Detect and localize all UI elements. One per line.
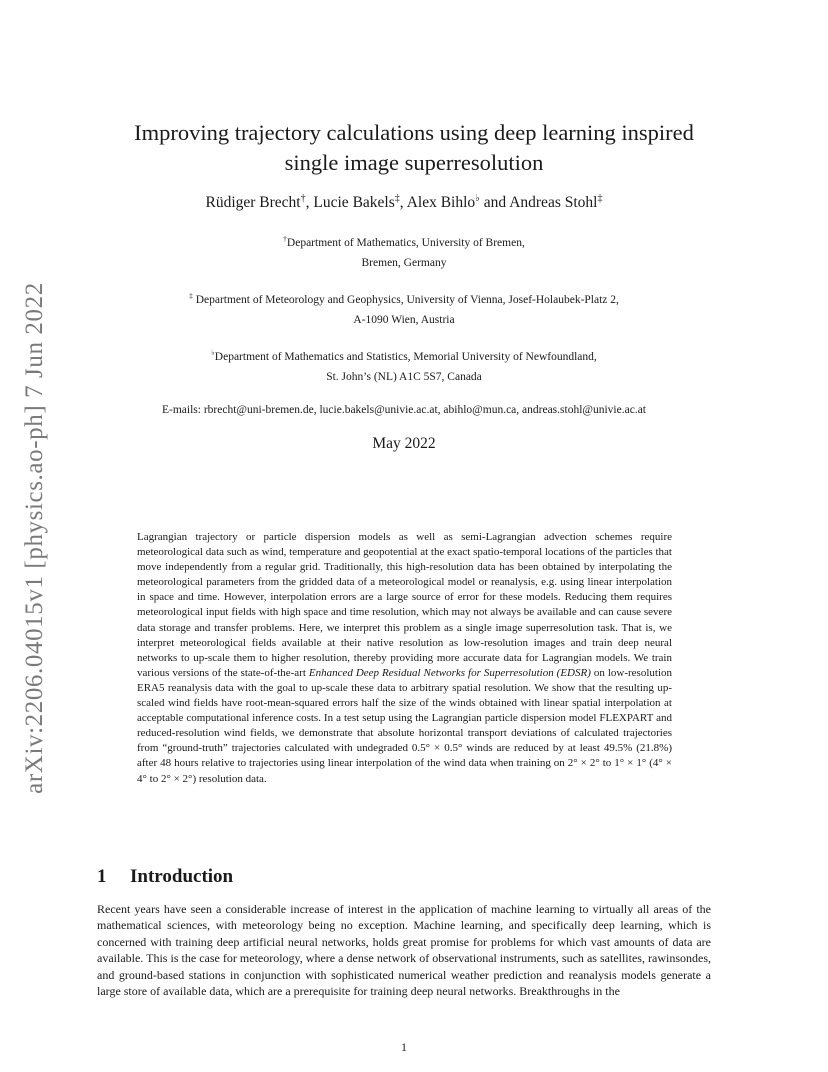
affiliation-line: Bremen, Germany xyxy=(361,257,447,269)
section-number: 1 xyxy=(97,866,107,887)
author-separator: , xyxy=(305,194,314,211)
author-mark: ‡ xyxy=(394,192,400,204)
affiliation-line: Department of Meteorology and Geophysics, University of Vienna, Josef-Holaubek-Platz 2, xyxy=(192,294,619,306)
author-separator: and xyxy=(479,194,510,211)
author-list xyxy=(0,194,808,212)
abstract-text: Lagrangian trajectory or particle dispersion models as well as semi-Lagrangian advection schemes require meteorological data such as wind, temperature and geopotential at the exact spatio-temporal locations of the particles that move independently from a regular grid. Traditionally, this high-resolution data has been obtained by interpolating the meteorological parameters from the gridded data of a meteorological model or reanalysis, e.g. using linear interpolation in space and time. However, interpolation errors are a large source of error for these models. Reducing them requires meteorological input fields with high space and time resolution, which may not always be available and can cause severe data storage and transfer problems. Here, we interpret this problem as a single image superresolution task. That is, we interpret meteorological fields available at their native resolution as low-resolution images and train deep neural networks to up-scale them to higher resolution, thereby providing more accurate data for Lagrangian models. We train various versions of the state-of-the-art xyxy=(137,531,672,679)
author-name: Andreas Stohl xyxy=(509,194,598,211)
affiliation-line: St. John’s (NL) A1C 5S7, Canada xyxy=(326,371,482,383)
affiliation-line: Department of Mathematics, University of Bremen, xyxy=(286,237,525,249)
author-emails: E-mails: rbrecht@uni-bremen.de, lucie.bakels@univie.ac.at, abihlo@mun.ca, andreas.stohl@univie.ac.at xyxy=(162,404,646,416)
affiliation-line: Department of Mathematics and Statistics, Memorial University of Newfoundland, xyxy=(214,351,597,363)
author-name: Alex Bihlo xyxy=(406,194,476,211)
author-mark: ‡ xyxy=(597,192,603,204)
abstract xyxy=(137,530,672,787)
publication-date: May 2022 xyxy=(372,435,436,452)
affiliation-line: A-1090 Wien, Austria xyxy=(353,314,455,326)
affiliation-mark: ‡ xyxy=(189,291,193,301)
affiliation-newfoundland xyxy=(0,347,808,387)
abstract-text: on low-resolution ERA5 reanalysis data with the goal to up-scale these data to arbitrary spatial resolution. We show that the resulting up-scaled wind fields have root-mean-squared errors half the size of the winds obtained with linear spatial interpolation at acceptable computational inference costs. In a test setup using the Lagrangian particle dispersion model FLEXPART and reduced-resolution wind fields, we demonstrate that absolute horizontal transport deviations of calculated trajectories from “ground-truth” trajectories calculated with undegraded 0.5° × 0.5° winds are reduced by at least 49.5% (21.8%) after 48 hours relative to trajectories using linear interpolation of the wind data when training on 2° × 2° to 1° × 1° (4° × 4° to 2° × 2°) resolution data. xyxy=(137,666,672,785)
affiliation-vienna xyxy=(0,290,808,330)
introduction-paragraph: Recent years have seen a considerable increase of interest in the application of machine learning to virtually all areas of the mathematical sciences, with meteorology being no exception. Machine learning, and specifically deep learning, which is concerned with training deep artificial neural networks, holds great promise for problems for which vast amounts of data are available. This is the case for meteorology, where a dense network of observational instruments, such as satellites, rawinsondes, and ground-based stations in conjunction with sophisticated numerical weather prediction and reanalysis models generate a large store of available data, which are a prerequisite for training deep neural networks. Breakthroughs in the xyxy=(97,902,711,999)
paper-title xyxy=(0,118,828,178)
affiliation-bremen xyxy=(0,233,808,273)
affiliation-mark: † xyxy=(283,234,287,244)
page-number: 1 xyxy=(401,1040,407,1054)
title-line-2: single image superresolution xyxy=(284,150,544,175)
author-name: Lucie Bakels xyxy=(313,194,395,211)
title-line-1: Improving trajectory calculations using deep learning inspired xyxy=(134,120,694,145)
author-name: Rüdiger Brecht xyxy=(205,194,301,211)
affiliation-mark: ♭ xyxy=(211,348,215,358)
section-title: Introduction xyxy=(130,866,234,887)
author-mark: † xyxy=(300,192,306,204)
author-separator: , xyxy=(399,194,407,211)
arxiv-identifier: arXiv:2206.04015v1 [physics.ao-ph] 7 Jun 2022 xyxy=(21,282,48,794)
author-mark: ♭ xyxy=(475,192,480,204)
section-heading xyxy=(97,866,233,888)
abstract-emphasis: Enhanced Deep Residual Networks for Superresolution (EDSR) xyxy=(308,666,591,679)
